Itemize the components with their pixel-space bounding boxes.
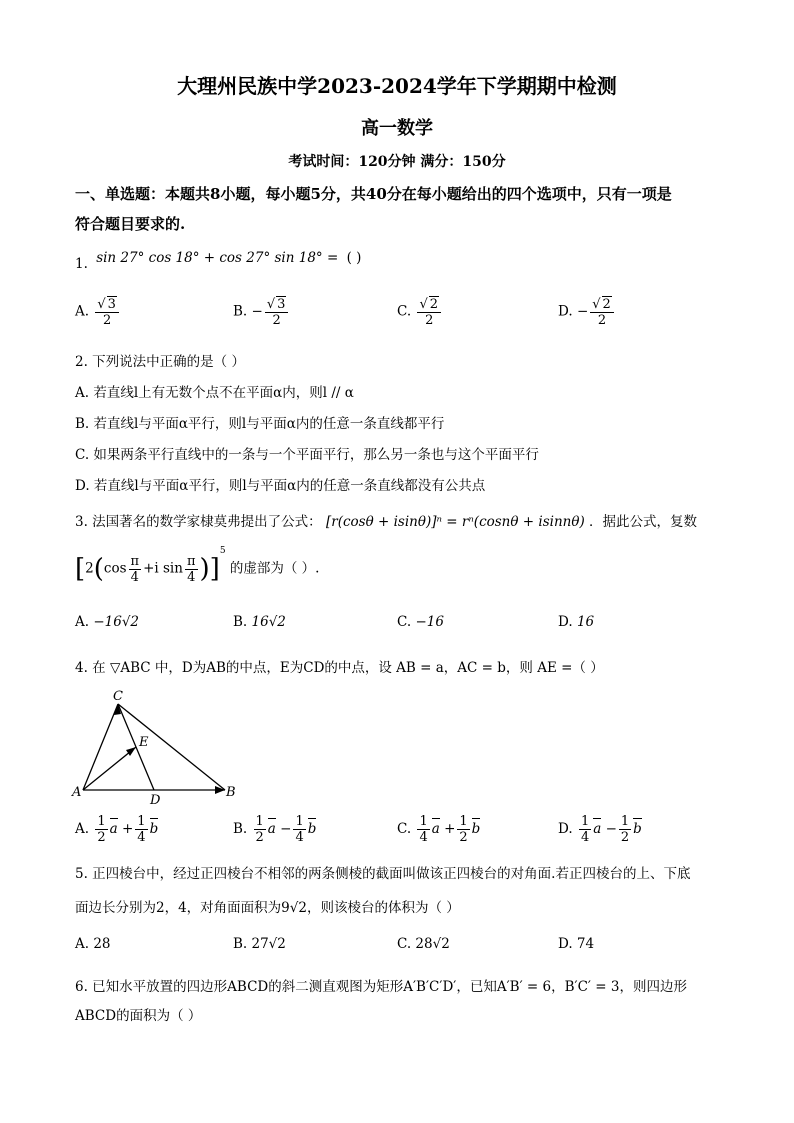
q5-option-a: A. 28: [75, 936, 111, 952]
fraction: $\frac{√ 2}{2}$: [590, 296, 614, 328]
question-5-cont: 面边长分别为2，4，对角面面积为9√2，则该棱台的体积为（ ）: [75, 900, 460, 916]
edge-cb: [118, 704, 225, 790]
q4-option-b: B. $\frac{1}{2}$ a − $\frac{1}{4}$ b: [233, 814, 317, 845]
q2-option-b: B. 若直线l与平面α平行，则l与平面α内的任意一条直线都平行: [75, 416, 445, 432]
q3-option-a: A. −16√2: [75, 614, 140, 630]
q2-option-d: D. 若直线l与平面α平行，则l与平面α内的任意一条直线都没有公共点: [75, 478, 486, 494]
label-a: A: [72, 785, 82, 800]
question-6: 6. 已知水平放置的四边形ABCD的斜二测直观图为矩形A′B′C′D′，已知A′B′ = 6，B′C′ = 3，则四边形: [75, 979, 687, 995]
question-3: 3. 法国著名的数学家棣莫弗提出了公式： [r(cosθ + isinθ)]ⁿ = rⁿ(cosnθ + isinnθ) ．据此公式，复数: [75, 514, 698, 530]
exam-title: 大理州民族中学2023-2024学年下学期期中检测: [177, 74, 617, 98]
q2-option-a: A. 若直线l上有无数个点不在平面α内，则l // α: [75, 385, 354, 401]
q4-option-c: C. $\frac{1}{4}$ a + $\frac{1}{2}$ b: [397, 814, 481, 845]
label-e: E: [139, 735, 149, 750]
exam-subject: 高一数学: [361, 118, 433, 139]
fraction: $\frac{√ 2}{2}$: [417, 296, 441, 328]
arrow-b: [215, 786, 225, 794]
q1-option-d: D. − $\frac{√ 2}{2}$: [558, 296, 616, 328]
q1-option-b: B. − $\frac{√ 3}{2}$: [233, 296, 290, 328]
label-b: B: [226, 785, 236, 800]
question-2: 2. 下列说法中正确的是（ ）: [75, 354, 245, 370]
label-d: D: [150, 793, 161, 808]
answer-blank: ( ): [346, 250, 362, 266]
question-4: 4. 在 ▽ABC 中，D为AB的中点，E为CD的中点，设 AB = a，AC = b，则 AE =（ ）: [75, 660, 604, 676]
q3-option-d: D. 16: [558, 614, 595, 630]
edge-ac: [83, 704, 118, 790]
q5-option-d: D. 74: [558, 936, 595, 952]
section-heading-cont: 符合题目要求的.: [75, 215, 186, 233]
exam-info: 考试时间：120分钟 满分：150分: [288, 154, 506, 170]
fraction: $\frac{√ 3}{2}$: [265, 296, 289, 328]
q1-expression: sin 27° cos 18° + cos 27° sin 18° =: [96, 250, 339, 266]
q2-option-c: C. 如果两条平行直线中的一条与一个平面平行，那么另一条也与这个平面平行: [75, 447, 539, 463]
q1-option-c: C. $\frac{√ 2}{2}$: [397, 296, 443, 328]
vector-ae: [83, 747, 136, 790]
q3-option-c: C. −16: [397, 614, 444, 630]
q4-option-d: D. $\frac{1}{4}$ a − $\frac{1}{2}$ b: [558, 814, 642, 845]
q5-option-b: B. 27√2: [233, 936, 286, 952]
q1-option-a: A. $\frac{√ 3}{2}$: [75, 296, 121, 328]
triangle-figure: [70, 684, 250, 808]
question-5: 5. 正四棱台中，经过正四棱台不相邻的两条侧棱的截面叫做该正四棱台的对角面.若正四棱台的上、下底: [75, 866, 691, 882]
q5-option-c: C. 28√2: [397, 936, 450, 952]
fraction: $\frac{√ 3}{2}$: [95, 296, 119, 328]
question-6-cont: ABCD的面积为（ ）: [75, 1008, 202, 1024]
q3-complex-expression: [2(cos $\frac{\pi}{4}$ +i sin $\frac{\pi}{4}$ )]$^5$ 的虚部为（ ）.: [75, 546, 320, 585]
question-number: 1.: [75, 256, 88, 272]
section-heading: 一、单选题：本题共8小题，每小题5分，共40分在每小题给出的四个选项中，只有一项是: [75, 185, 672, 203]
q3-option-b: B. 16√2: [233, 614, 286, 630]
label-c: C: [113, 689, 123, 704]
question-1: [75, 250, 362, 272]
q4-option-a: A. $\frac{1}{2}$ a + $\frac{1}{4}$ b: [75, 814, 159, 845]
demoivre-formula: [r(cosθ + isinθ)]ⁿ = rⁿ(cosnθ + isinnθ): [325, 514, 585, 530]
